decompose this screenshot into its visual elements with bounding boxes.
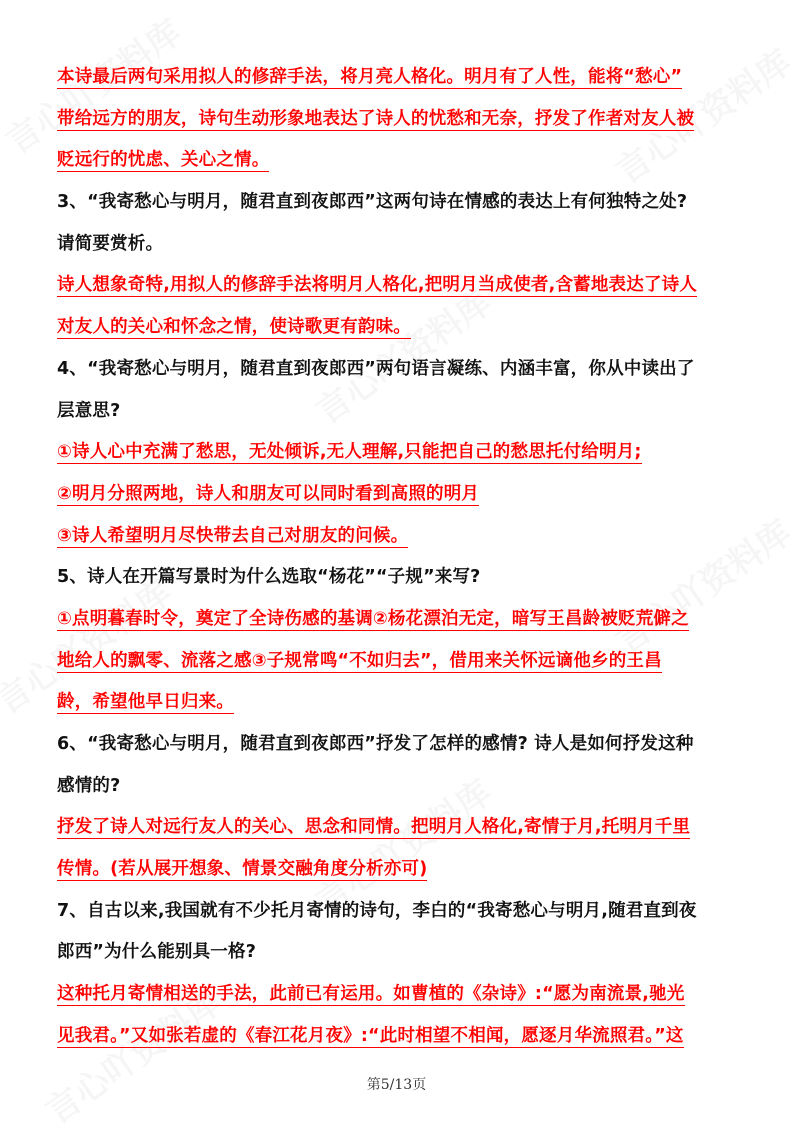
line-text: 请简要赏析。 <box>57 233 164 254</box>
line-text: 诗人想象奇特,用拟人的修辞手法将明月人格化,把明月当成使者,含蓄地表达了诗人 <box>57 275 698 296</box>
line-text: 5、诗人在开篇写景时为什么选取“杨花”“子规”来写? <box>57 567 481 588</box>
line-text: 层意思? <box>57 400 121 421</box>
line-text: 3、“我寄愁心与明月，随君直到夜郎西”这两句诗在情感的表达上有何独特之处? <box>57 192 688 213</box>
line-text: 7、自古以来,我国就有不少托月寄情的诗句，李白的“我寄愁心与明月,随君直到夜 <box>57 900 697 921</box>
line-text: 传情。(若从展开想象、情景交融角度分析亦可) <box>57 859 428 880</box>
line-text: 对友人的关心和怀念之情，使诗歌更有韵味。 <box>57 317 411 338</box>
line-text: ③诗人希望明月尽快带去自己对朋友的问候。 <box>57 525 409 546</box>
question-line <box>57 391 757 433</box>
answer-line <box>57 307 757 349</box>
answer-line <box>57 432 757 474</box>
answer-line <box>57 265 757 307</box>
question-line <box>57 891 757 933</box>
line-text: 郎西”为什么能别具一格? <box>57 942 257 963</box>
document-body <box>57 57 757 1058</box>
answer-line <box>57 140 757 182</box>
answer-line <box>57 57 757 99</box>
answer-line <box>57 682 757 724</box>
line-text: ①点明暮春时令，奠定了全诗伤感的基调②杨花漂泊无定，暗写王昌龄被贬荒僻之 <box>57 608 689 629</box>
answer-line <box>57 474 757 516</box>
line-text: 6、“我寄愁心与明月，随君直到夜郎西”抒发了怎样的感情? 诗人是如何抒发这种 <box>57 734 694 754</box>
line-text: 抒发了诗人对远行友人的关心、思念和同情。把明月人格化,寄情于月,托明月千里 <box>57 817 691 838</box>
answer-line <box>57 974 757 1016</box>
question-line <box>57 932 757 974</box>
answer-line <box>57 807 757 849</box>
question-line <box>57 557 757 599</box>
line-text: 龄，希望他早日归来。 <box>57 692 234 713</box>
question-line <box>57 224 757 266</box>
line-text: 带给远方的朋友，诗句生动形象地表达了诗人的忧愁和无奈，抒发了作者对友人被 <box>57 108 695 129</box>
line-text: ②明月分照两地，诗人和朋友可以同时看到高照的明月 <box>57 483 480 504</box>
line-text: ①诗人心中充满了愁思，无处倾诉,无人理解,只能把自己的愁思托付给明月; <box>57 442 642 463</box>
line-text: 本诗最后两句采用拟人的修辞手法，将月亮人格化。明月有了人性，能将“愁心” <box>57 67 683 87</box>
line-text: 感情的? <box>57 775 121 796</box>
line-text: 4、“我寄愁心与明月，随君直到夜郎西”两句语言凝练、内涵丰富，你从中读出了 <box>57 358 695 379</box>
answer-line <box>57 641 757 683</box>
answer-line <box>57 99 757 141</box>
answer-line <box>57 849 757 891</box>
line-text: 这种托月寄情相送的手法，此前已有运用。如曹植的《杂诗》:“愿为南流景,驰光 <box>57 984 685 1005</box>
question-line <box>57 349 757 391</box>
page-number: 第5/13页 <box>366 1077 427 1093</box>
question-line <box>57 182 757 224</box>
line-text: 见我君。”又如张若虚的《春江花月夜》:“此时相望不相闻，愿逐月华流照君。”这 <box>57 1025 684 1046</box>
question-line <box>57 766 757 808</box>
answer-line <box>57 599 757 641</box>
question-line <box>57 724 757 766</box>
line-text: 地给人的飘零、流落之感③子规常鸣“不如归去”，借用来关怀远谪他乡的王昌 <box>57 650 662 671</box>
answer-line <box>57 516 757 558</box>
answer-line <box>57 1016 757 1058</box>
line-text: 贬远行的忧虑、关心之情。 <box>57 150 270 171</box>
